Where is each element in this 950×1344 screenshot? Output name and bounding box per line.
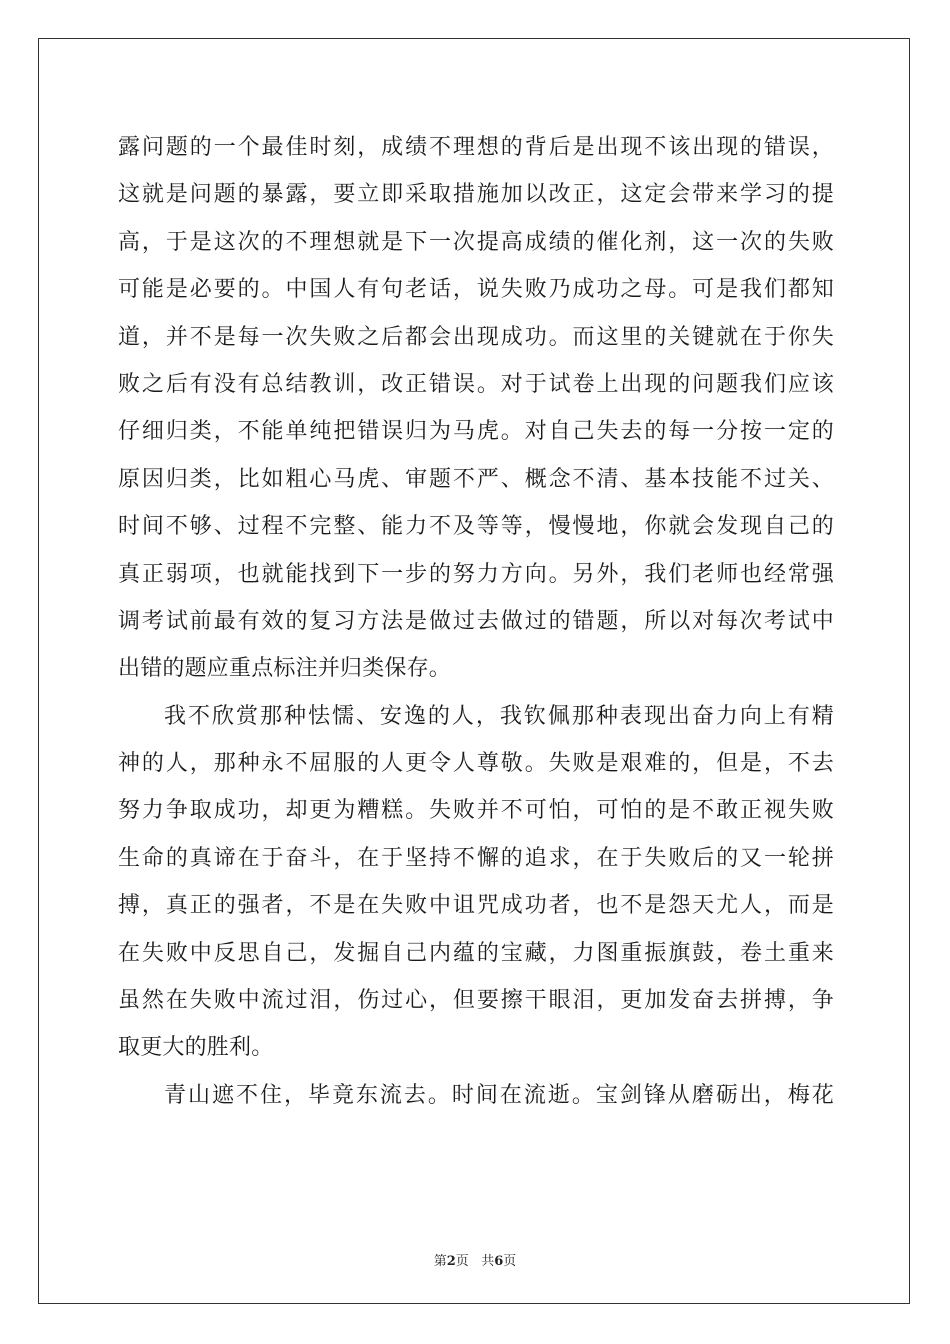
paragraph-first-line: 我不欣赏那种怯懦、安逸的人，我钦佩那种表现出奋力向上有精 xyxy=(164,703,834,729)
page-number: 2 xyxy=(446,1254,456,1269)
text-line: 原因归类，比如粗心马虎、审题不严、概念不清、基本技能不过关、 xyxy=(118,466,834,492)
text-line: 露问题的一个最佳时刻，成绩不理想的背后是出现不该出现的错误， xyxy=(118,135,834,160)
text-line: 高，于是这次的不理想就是下一次提高成绩的催化剂，这一次的失败 xyxy=(118,229,834,255)
text-line: 时间不够、过程不完整、能力不及等等，慢慢地，你就会发现自己的 xyxy=(118,514,834,540)
text-line: 可能是必要的。中国人有句老话，说失败乃成功之母。可是我们都知 xyxy=(118,277,834,303)
text-line: 仔细归类，不能单纯把错误归为马虎。对自己失去的每一分按一定的 xyxy=(118,419,834,445)
text-line: 出错的题应重点标注并归类保存。 xyxy=(118,656,452,682)
text-line: 努力争取成功，却更为糟糕。失败并不可怕，可怕的是不敢正视失败 xyxy=(118,798,834,824)
text-line: 败之后有没有总结教训，改正错误。对于试卷上出现的问题我们应该 xyxy=(118,371,834,397)
total-pages: 6 xyxy=(494,1254,504,1269)
page-suffix: 页 xyxy=(455,1254,469,1269)
total-suffix: 页 xyxy=(503,1254,517,1269)
text-line: 取更大的胜利。 xyxy=(118,1035,274,1061)
paragraph-first-line: 青山遮不住，毕竟东流去。时间在流逝。宝剑锋从磨砺出，梅花 xyxy=(164,1082,834,1108)
total-prefix: 共 xyxy=(481,1254,495,1269)
text-line: 搏，真正的强者，不是在失败中诅咒成功者，也不是怨天尤人，而是 xyxy=(118,893,834,919)
page-footer xyxy=(0,1250,950,1269)
text-line: 这就是问题的暴露，要立即采取措施加以改正，这定会带来学习的提 xyxy=(118,182,834,208)
page-prefix: 第 xyxy=(433,1254,447,1269)
text-line: 调考试前最有效的复习方法是做过去做过的错题，所以对每次考试中 xyxy=(118,608,834,634)
text-line: 在失败中反思自己，发掘自己内蕴的宝藏，力图重振旗鼓，卷土重来 xyxy=(118,940,834,966)
text-line: 神的人，那种永不屈服的人更令人尊敬。失败是艰难的，但是，不去 xyxy=(118,751,834,777)
document-body xyxy=(118,124,834,1119)
text-line: 道，并不是每一次失败之后都会出现成功。而这里的关键就在于你失 xyxy=(118,324,834,350)
text-line: 真正弱项，也就能找到下一步的努力方向。另外，我们老师也经常强 xyxy=(118,561,834,587)
text-line: 生命的真谛在于奋斗，在于坚持不懈的追求，在于失败后的又一轮拼 xyxy=(118,845,834,871)
text-line: 虽然在失败中流过泪，伤过心，但要擦干眼泪，更加发奋去拼搏，争 xyxy=(118,988,834,1014)
